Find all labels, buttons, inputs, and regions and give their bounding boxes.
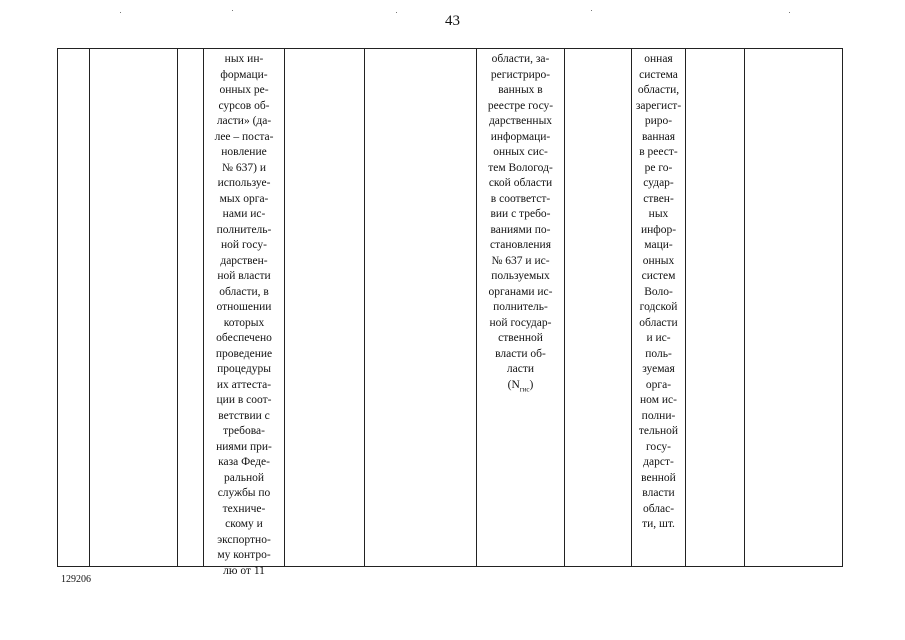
- cell-text-line: маци-: [644, 239, 673, 251]
- cell-text-line: новление: [221, 146, 267, 158]
- cell-text-line: используе-: [217, 177, 271, 189]
- cell-text-line: области,: [637, 84, 680, 96]
- cell-text-line: онных: [642, 254, 675, 267]
- cell-text-line: ласти: [506, 363, 535, 375]
- scan-speck: [591, 10, 592, 11]
- cell-text-line: Воло-: [644, 285, 673, 298]
- cell-text-line: инфор-: [640, 223, 677, 236]
- table-frame: [57, 48, 843, 567]
- cell-text-line: требова-: [223, 425, 265, 437]
- cell-text-line: венной: [641, 471, 676, 484]
- cell-text-line: ской области: [488, 177, 553, 189]
- cell-text-line: которых: [223, 316, 265, 329]
- cell-text-line: сурсов об-: [218, 99, 270, 112]
- cell-text-line: проведение: [215, 347, 273, 360]
- column-divider-9: [685, 48, 686, 567]
- cell-text-line: ственной: [498, 332, 543, 344]
- cell-text-line: области, в: [219, 285, 269, 298]
- cell-text-line: реестре госу-: [487, 99, 554, 112]
- column-divider-7: [564, 48, 565, 567]
- cell-text-line: госу-: [646, 440, 671, 453]
- column-divider-2: [177, 48, 178, 567]
- cell-text-line: лее – поста-: [214, 130, 274, 143]
- cell-text-line: ре го-: [644, 161, 673, 174]
- cell-text-line: регистриро-: [490, 68, 551, 81]
- cell-text-line: формаци-: [220, 68, 268, 81]
- cell-text-line: ласти» (да-: [216, 115, 272, 127]
- formula-n-gis: $(N_{гис})$: [507, 378, 534, 393]
- cell-text-line: систем: [641, 270, 676, 282]
- cell-text-line: № 637 и ис-: [491, 254, 550, 267]
- cell-text-line: ном ис-: [640, 394, 677, 406]
- column-divider-4: [284, 48, 285, 567]
- table-cell-column-4: [204, 52, 284, 579]
- cell-text-line: онных сис-: [493, 146, 548, 158]
- scan-speck: [232, 10, 233, 11]
- table-cell-column-9: [632, 52, 685, 533]
- document-code: 129206: [61, 574, 91, 585]
- cell-text-line: ветствии с: [218, 409, 270, 422]
- cell-text-line: нами ис-: [222, 208, 266, 220]
- cell-text-line: ной власти: [217, 270, 271, 282]
- cell-text-line: ных ин-: [224, 53, 264, 65]
- cell-text-line: облас-: [642, 502, 675, 515]
- column-divider-10: [744, 48, 745, 567]
- cell-text-line: техниче-: [222, 502, 266, 515]
- cell-text-line: становления: [490, 239, 551, 251]
- cell-text-line: ствен-: [643, 192, 674, 205]
- cell-text-line: ти, шт.: [642, 518, 675, 530]
- scan-speck: [396, 12, 397, 13]
- cell-text-line: № 637) и: [222, 161, 266, 174]
- cell-text-line: онных ре-: [219, 84, 269, 96]
- cell-text-line: каза Феде-: [218, 456, 270, 468]
- cell-text-line: дарственных: [488, 115, 553, 127]
- scan-speck: [789, 12, 790, 13]
- cell-text-line: онная: [644, 53, 673, 65]
- cell-text-line: органами ис-: [488, 285, 553, 298]
- cell-text-line: информаци-: [490, 130, 551, 143]
- cell-text-line: отношении: [216, 301, 272, 313]
- cell-text-line: полни-: [641, 409, 676, 422]
- cell-text-line: тем Вологод-: [488, 161, 553, 174]
- cell-text-line: в соответст-: [490, 192, 551, 205]
- table-cell-column-7: [477, 52, 564, 397]
- page-number: 43: [445, 13, 460, 29]
- column-divider-1: [89, 48, 90, 567]
- cell-text-line: судар-: [643, 177, 674, 189]
- cell-text-line: ванных в: [498, 84, 543, 96]
- cell-text-line: в реест-: [639, 146, 678, 158]
- cell-text-line: ной госу-: [221, 239, 267, 251]
- cell-text-line: дарст-: [643, 456, 674, 468]
- cell-text-line: мых орга-: [219, 192, 269, 205]
- cell-text-line: поль-: [645, 347, 672, 360]
- cell-text-line: пользуемых: [491, 270, 550, 282]
- cell-text-line: ниями при-: [216, 440, 272, 453]
- cell-text-line: зарегист-: [635, 99, 682, 112]
- cell-text-line: власти об-: [495, 347, 546, 360]
- cell-text-line: скому и: [225, 518, 263, 530]
- cell-text-line: процедуры: [217, 363, 271, 375]
- cell-text-line: их аттеста-: [216, 378, 272, 391]
- cell-text-line: орга-: [645, 378, 672, 391]
- cell-text-line: зуемая: [642, 363, 675, 375]
- cell-text-line: система: [639, 68, 678, 81]
- cell-text-line: области, за-: [491, 53, 550, 65]
- cell-text-line: области: [639, 316, 678, 329]
- cell-text-line: экспортно-: [217, 533, 271, 546]
- cell-text-line: ной государ-: [489, 316, 552, 329]
- cell-text-line: ваниями по-: [490, 223, 551, 236]
- cell-text-line: и ис-: [646, 332, 671, 344]
- cell-text-line: ральной: [224, 471, 264, 484]
- cell-text-line: полнитель-: [493, 301, 548, 313]
- cell-text-line: му контро-: [217, 549, 271, 561]
- cell-text-line: годской: [639, 301, 678, 313]
- cell-text-line: тельной: [638, 425, 679, 437]
- cell-text-line: обеспечено: [216, 332, 272, 344]
- cell-text-line: власти: [642, 487, 675, 499]
- cell-text-line: ных: [648, 208, 669, 220]
- scan-speck: [120, 12, 121, 13]
- cell-text-line: вии с требо-: [490, 208, 551, 220]
- cell-text-line: ции в соот-: [216, 394, 272, 406]
- column-divider-5: [364, 48, 365, 567]
- cell-text-line: ванная: [641, 130, 676, 143]
- cell-text-line: полнитель-: [216, 223, 272, 236]
- cell-text-line: риро-: [644, 115, 673, 127]
- cell-text-line: службы по: [217, 487, 271, 499]
- cell-text-line: лю от 11: [223, 564, 265, 577]
- cell-text-line: дарствен-: [220, 254, 268, 267]
